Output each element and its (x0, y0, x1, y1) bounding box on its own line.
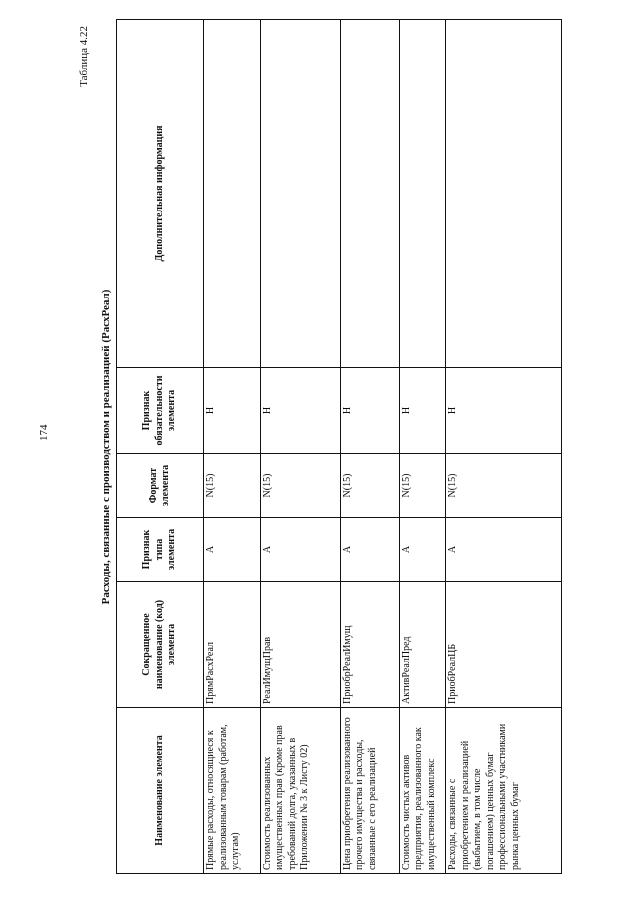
cell-element-name: Стоимость чистых активов предприятия, реализованного как имущественный комплекс (399, 708, 445, 874)
cell-additional-info (340, 20, 399, 368)
cell-additional-info (260, 20, 340, 368)
rotated-table-block (78, 20, 574, 874)
cell-element-format: N(15) (204, 454, 261, 518)
cell-required-flag: Н (260, 368, 340, 454)
cell-additional-info (399, 20, 445, 368)
cell-required-flag: Н (399, 368, 445, 454)
cell-element-format: N(15) (260, 454, 340, 518)
cell-element-name: Цена приобретения реализованного прочего имущества и расходы, связанные с его реализацией (340, 708, 399, 874)
cell-element-type: А (399, 518, 445, 582)
cell-element-format: N(15) (340, 454, 399, 518)
cell-element-type: А (340, 518, 399, 582)
cell-short-code: РеалИмущПрав (260, 582, 340, 708)
header-element-format: Формат элемента (117, 454, 204, 518)
header-additional-info: Дополнительная информация (117, 20, 204, 368)
cell-element-name: Прямые расходы, относящиеся к реализованным товарам (работам, услугам) (204, 708, 261, 874)
table-header-row (117, 20, 204, 874)
cell-element-type: А (446, 518, 562, 582)
table-row (204, 20, 261, 874)
page-number: 174 (38, 424, 50, 442)
cell-short-code: ПриобрРеалИмущ (340, 582, 399, 708)
cell-element-name: Стоимость реализованных имущественных прав (кроме прав требований долга, указанных в Приложении № 3 к Листу 02) (260, 708, 340, 874)
cell-element-type: А (260, 518, 340, 582)
table-row (399, 20, 445, 874)
cell-short-code: ПрямРасхРеал (204, 582, 261, 708)
cell-additional-info (446, 20, 562, 368)
header-element-type: Признак типа элемента (117, 518, 204, 582)
table-row (446, 20, 562, 874)
header-element-name: Наименование элемента (117, 708, 204, 874)
header-required-flag: Признак обязательности элемента (117, 368, 204, 454)
table-number-label: Таблица 4.22 (78, 26, 90, 87)
cell-short-code: ПриобРеалЦБ (446, 582, 562, 708)
cell-short-code: АктивРеалПред (399, 582, 445, 708)
cell-element-format: N(15) (446, 454, 562, 518)
cell-required-flag: Н (446, 368, 562, 454)
cell-additional-info (204, 20, 261, 368)
table-caption: Расходы, связанные с производством и реализацией (РасхРеал) (100, 289, 112, 605)
cell-element-type: А (204, 518, 261, 582)
table-row (340, 20, 399, 874)
elements-table (116, 19, 562, 874)
table-row (260, 20, 340, 874)
header-short-code: Сокращенное наименование (код) элемента (117, 582, 204, 708)
cell-required-flag: Н (340, 368, 399, 454)
cell-element-format: N(15) (399, 454, 445, 518)
cell-required-flag: Н (204, 368, 261, 454)
cell-element-name: Расходы, связанные с приобретением и реализацией (выбытием, в том числе погашением) ценных бумаг профессиональными участниками рынка ценных бумаг (446, 708, 562, 874)
